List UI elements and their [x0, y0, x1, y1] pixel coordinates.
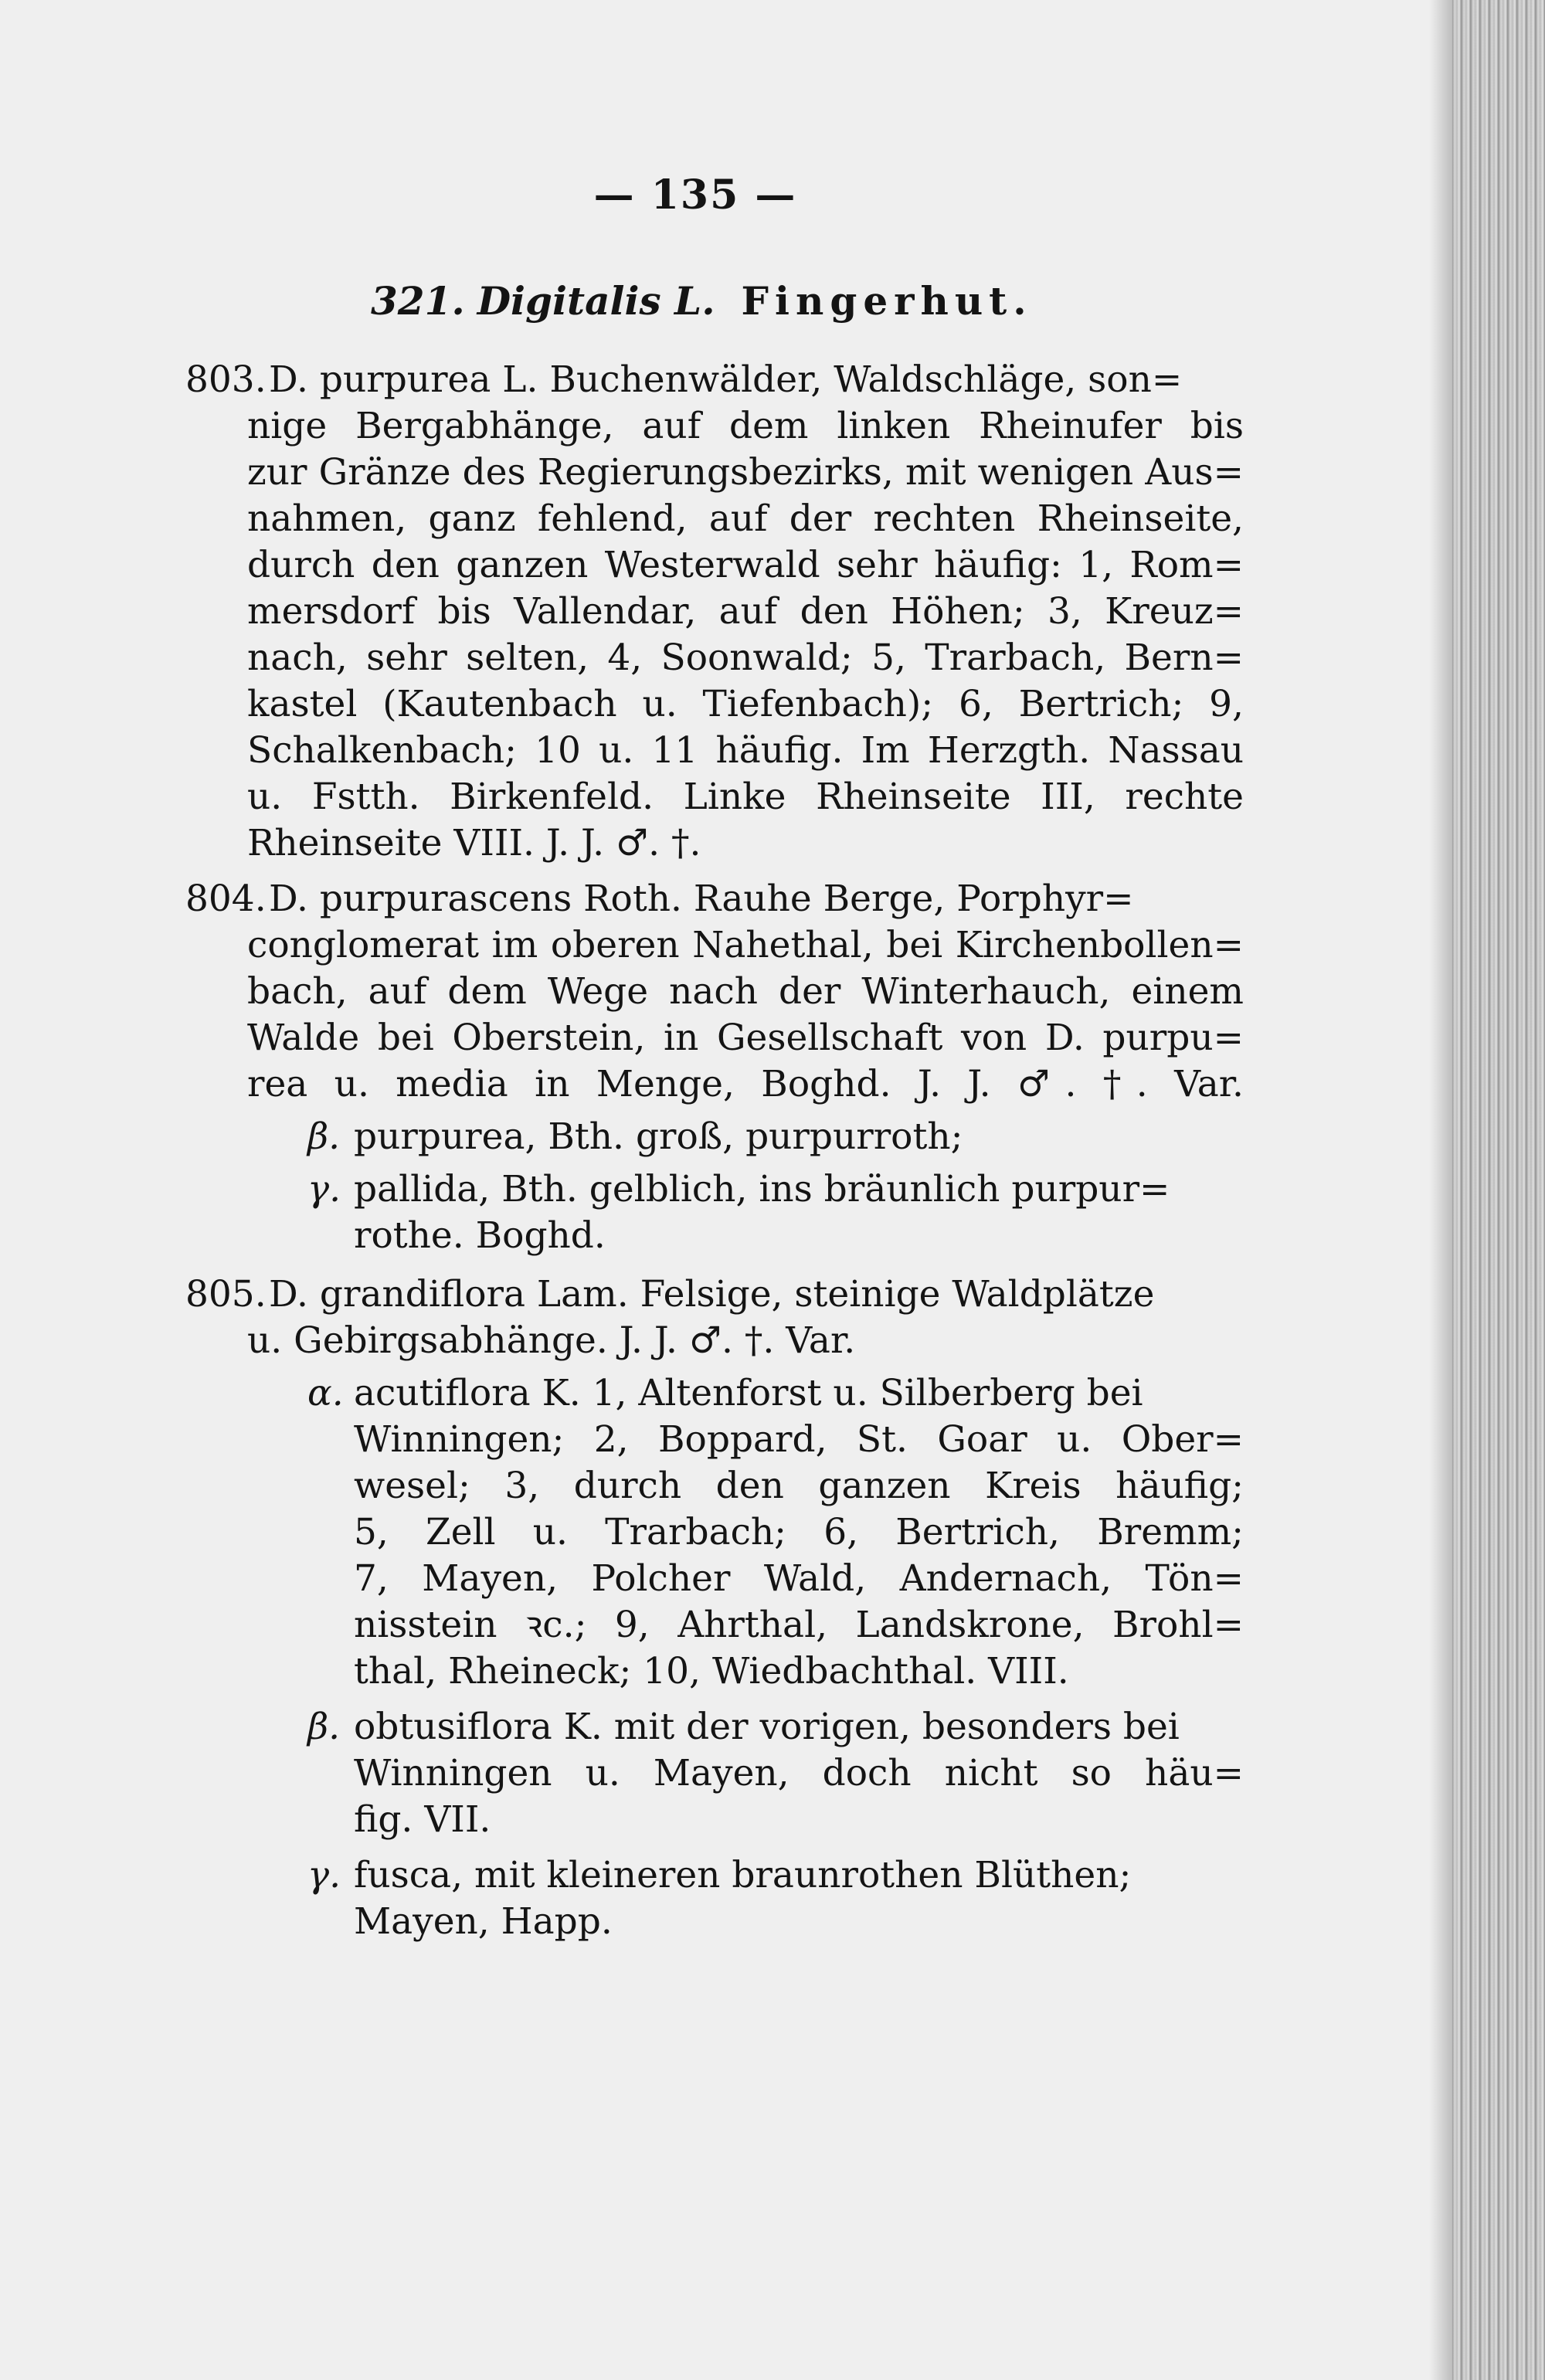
entry-803-line-6: mersdorf bis Vallendar, auf den Höhen; 3, Kreuz=	[247, 590, 1244, 633]
greek-letter: β.	[307, 1115, 341, 1158]
entry-804-line-2: conglomerat im oberen Nahethal, bei Kirchenbollen=	[247, 924, 1244, 966]
entry-804-line-1: 804.D. purpurascens Roth. Rauhe Berge, Porphyr=	[185, 878, 1134, 920]
entry-803-line-2: nige Bergabhänge, auf dem linken Rheinufer bis	[247, 405, 1244, 447]
entry-number: 805.	[185, 1273, 267, 1316]
entry-805-line-2: u. Gebirgsabhänge. J. J. ♂. †. Var.	[247, 1319, 856, 1362]
entry-803-line-9: Schalkenbach; 10 u. 11 häufig. Im Herzgth. Nassau	[247, 729, 1244, 772]
entry-803-line-3: zur Gränze des Regierungsbezirks, mit wenigen Aus=	[247, 451, 1244, 494]
entry-805-line-1: 805.D. grandiflora Lam. Felsige, steinige Waldplätze	[185, 1273, 1155, 1316]
variety-805-alpha-line-7: thal, Rheineck; 10, Wiedbachthal. VIII.	[354, 1650, 1069, 1692]
entry-803-line-11: Rheinseite VIII. J. J. ♂. †.	[247, 822, 701, 864]
variety-804-gamma-line-1: γ. pallida, Bth. gelblich, ins bräunlich purpur=	[307, 1168, 1170, 1210]
genus-german-name: Fingerhut.	[741, 278, 1033, 324]
entry-number: 803.	[185, 358, 267, 401]
genus-latin-name: Digitalis L.	[477, 278, 715, 324]
entry-804-line-3: bach, auf dem Wege nach der Winterhauch, einem	[247, 970, 1244, 1013]
entry-803-line-7: nach, sehr selten, 4, Soonwald; 5, Trarbach, Bern=	[247, 637, 1244, 679]
greek-letter: α.	[307, 1372, 344, 1414]
variety-805-gamma-line-2: Mayen, Happ.	[354, 1900, 613, 1943]
genus-number: 321.	[371, 278, 465, 324]
entry-804-line-5: rea u. media in Menge, Boghd. J. J. ♂. †. Var.	[247, 1063, 1244, 1105]
variety-805-beta-line-3: fig. VII.	[354, 1798, 491, 1841]
entry-number: 804.	[185, 878, 267, 920]
entry-803-line-1: 803.D. purpurea L. Buchenwälder, Waldschläge, son=	[185, 358, 1183, 401]
genus-heading	[371, 278, 1033, 324]
variety-805-alpha-line-1: α. acutiflora K. 1, Altenforst u. Silberberg bei	[307, 1372, 1143, 1414]
variety-805-alpha-line-3: wesel; 3, durch den ganzen Kreis häufig;	[354, 1465, 1244, 1507]
entry-804-line-4: Walde bei Oberstein, in Gesellschaft von D. purpu=	[247, 1017, 1244, 1059]
entry-803-line-10: u. Fstth. Birkenfeld. Linke Rheinseite III, rechte	[247, 776, 1244, 818]
greek-letter: γ.	[307, 1168, 341, 1210]
variety-805-alpha-line-2: Winningen; 2, Boppard, St. Goar u. Ober=	[354, 1418, 1244, 1461]
variety-805-alpha-line-6: nisstein ꝛc.; 9, Ahrthal, Landskrone, Brohl=	[354, 1604, 1244, 1646]
greek-letter: γ.	[307, 1854, 341, 1896]
variety-804-beta-line-1: β. purpurea, Bth. groß, purpurroth;	[307, 1115, 963, 1158]
variety-805-gamma-line-1: γ. fusca, mit kleineren braunrothen Blüthen;	[307, 1854, 1132, 1896]
variety-804-gamma-line-2: rothe. Boghd.	[354, 1214, 606, 1257]
variety-805-alpha-line-5: 7, Mayen, Polcher Wald, Andernach, Tön=	[354, 1557, 1244, 1600]
greek-letter: β.	[307, 1706, 341, 1748]
page-number: — 135 —	[593, 171, 797, 219]
entry-803-line-5: durch den ganzen Westerwald sehr häufig: 1, Rom=	[247, 544, 1244, 586]
variety-805-beta-line-1: β. obtusiflora K. mit der vorigen, besonders bei	[307, 1706, 1180, 1748]
variety-805-alpha-line-4: 5, Zell u. Trarbach; 6, Bertrich, Bremm;	[354, 1511, 1244, 1553]
page-stack-edge	[1452, 0, 1545, 2380]
variety-805-beta-line-2: Winningen u. Mayen, doch nicht so häu=	[354, 1752, 1244, 1794]
entry-803-line-8: kastel (Kautenbach u. Tiefenbach); 6, Bertrich; 9,	[247, 683, 1244, 725]
entry-803-line-4: nahmen, ganz fehlend, auf der rechten Rheinseite,	[247, 497, 1244, 540]
